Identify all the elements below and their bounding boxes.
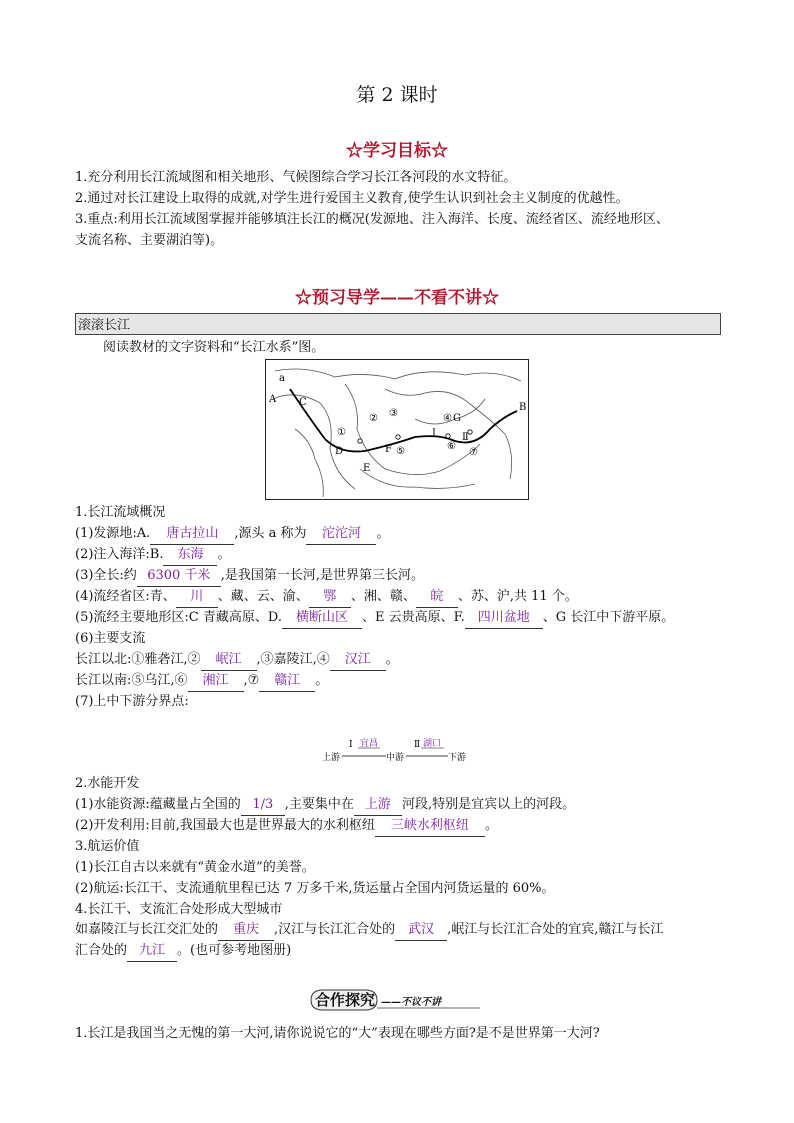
s4-line-1: 如嘉陵江与长江交汇处的 重庆 ,汉江与长江汇合处的 武汉 ,岷江与长江汇合处的宜宾,赣江与长江 xyxy=(75,920,663,941)
s3-heading: 3.航运价值 xyxy=(75,839,140,854)
s1-line-4: (4)流经省区:青、 川 、藏、云、渝、 鄂 、湘、赣、 皖 、苏、沪,共 11 个。 xyxy=(75,587,578,608)
map-label-B: B xyxy=(519,402,527,413)
goal-3-cont: 支流名称、主要湖泊等)。 xyxy=(75,233,224,248)
page-title: 第 2 课时 xyxy=(356,84,438,106)
blank-chongqing[interactable]: 重庆 xyxy=(218,920,274,941)
blank-tributary-7[interactable]: 赣江 xyxy=(259,671,315,692)
map-tributary-6: ⑥ xyxy=(447,441,456,452)
yangtze-map xyxy=(265,359,529,500)
band-label: 滚滚长江 xyxy=(78,318,131,333)
s1-line-2: (2)注入海洋:B. 东海 。 xyxy=(75,545,231,566)
goal-1: 1.充分利用长江流域图和相关地形、气候图综合学习长江各河段的水文特征。 xyxy=(75,170,517,185)
blank-province-1[interactable]: 川 xyxy=(176,587,218,608)
map-tributary-3: ③ xyxy=(389,408,398,419)
s3-line-1: (1)长江自古以来就有“黄金水道”的美誉。 xyxy=(75,860,315,875)
blank-landform-F[interactable]: 四川盆地 xyxy=(465,608,543,629)
map-tributary-1: ① xyxy=(337,427,346,438)
map-label-A: A xyxy=(269,394,277,405)
s4-line-2: 汇合处的 九江 。(也可参考地图册) xyxy=(75,941,291,962)
blank-tributary-6[interactable]: 湘江 xyxy=(188,671,244,692)
diagram-lower: 下游 xyxy=(448,753,467,763)
s3-line-2: (2)航运:长江干、支流通航里程已达 7 万多千米,货运量占全国内河货运量的 60%。 xyxy=(75,881,555,896)
map-tributary-5: ⑤ xyxy=(396,446,405,457)
blank-wuhan[interactable]: 武汉 xyxy=(395,920,447,941)
blank-source[interactable]: 唐古拉山 xyxy=(150,524,234,545)
s2-heading: 2.水能开发 xyxy=(75,776,140,791)
blank-ocean[interactable]: 东海 xyxy=(163,545,217,566)
goal-2: 2.通过对长江建设上取得的成就,对学生进行爱国主义教育,使学生认识到社会主义制度的优越性。 xyxy=(75,191,629,206)
blank-hydro-reach[interactable]: 上游 xyxy=(354,795,402,816)
diagram-hukou[interactable]: 湖口 xyxy=(423,739,442,749)
diagram-middle: 中游 xyxy=(386,753,405,763)
blank-province-2[interactable]: 鄂 xyxy=(309,587,351,608)
map-boundary-2: Ⅱ xyxy=(462,432,469,443)
read-instruction: 阅读教材的文字资料和“长江水系”图。 xyxy=(103,340,325,355)
coop-title: 合作探究 xyxy=(315,991,376,1009)
section-band xyxy=(75,313,721,335)
blank-province-3[interactable]: 皖 xyxy=(416,587,458,608)
blank-length[interactable]: 6300 千米 xyxy=(137,566,221,587)
question-1: 1.长江是我国当之无愧的第一大河,请你说说它的“大”表现在哪些方面?是不是世界第一大河? xyxy=(75,1026,600,1041)
blank-jiujiang[interactable]: 九江 xyxy=(127,941,177,962)
diagram-upper: 上游 xyxy=(322,753,341,763)
blank-tributary-2[interactable]: 岷江 xyxy=(201,650,257,671)
map-label-G: G xyxy=(453,413,461,424)
map-label-D: D xyxy=(335,446,344,457)
map-tributary-4: ④ xyxy=(443,413,452,424)
s1-line-6: (6)主要支流 xyxy=(75,631,146,646)
coop-header xyxy=(305,988,485,1012)
map-tributary-2: ② xyxy=(369,413,378,424)
map-label-C: C xyxy=(299,397,307,408)
diagram-roman-1: Ⅰ xyxy=(349,740,353,750)
map-tributary-7: ⑦ xyxy=(469,447,478,458)
s1-heading: 1.长江流域概况 xyxy=(75,505,166,520)
goals-header: ☆学习目标☆ xyxy=(346,141,448,161)
s1-line-9: (7)上中下游分界点: xyxy=(75,694,189,709)
diagram-roman-2: Ⅱ xyxy=(414,740,421,750)
s1-line-5: (5)流经主要地形区:C 青藏高原、D. 横断山区 、E 云贵高原、F. 四川盆地 、G 长江中下游平原。 xyxy=(75,608,674,629)
blank-tributary-4[interactable]: 汉江 xyxy=(330,650,386,671)
map-label-F: F xyxy=(385,444,392,455)
goal-3: 3.重点:利用长江流域图掌握并能够填注长江的概况(发源地、注入海洋、长度、流经省区、流经地形区、 xyxy=(75,212,669,227)
s1-line-3: (3)全长:约 6300 千米 ,是我国第一长河,是世界第三长河。 xyxy=(75,566,424,587)
s4-heading: 4.长江干、支流汇合处形成大型城市 xyxy=(75,902,283,917)
map-boundary-1: Ⅰ xyxy=(432,428,436,439)
blank-headwater[interactable]: 沱沱河 xyxy=(306,524,376,545)
blank-three-gorges[interactable]: 三峡水利枢纽 xyxy=(375,816,485,837)
s1-line-1: (1)发源地:A. 唐古拉山 ,源头 a 称为 沱沱河 。 xyxy=(75,524,390,545)
map-label-a: a xyxy=(279,373,285,384)
s2-line-2: (2)开发利用:目前,我国最大也是世界最大的水利枢纽 三峡水利枢纽 。 xyxy=(75,816,498,837)
s1-line-8: 长江以南:⑤乌江,⑥ 湘江 ,⑦ 赣江 。 xyxy=(75,671,328,692)
map-label-E: E xyxy=(363,463,371,474)
preview-header: ☆预习导学——不看不讲☆ xyxy=(295,288,499,308)
diagram-yichang[interactable]: 宜昌 xyxy=(360,739,379,749)
blank-landform-D[interactable]: 横断山区 xyxy=(282,608,362,629)
blank-hydro-share[interactable]: 1/3 xyxy=(241,795,285,816)
boundary-diagram xyxy=(320,735,470,765)
s2-line-1: (1)水能资源:蕴藏量占全国的 1/3 ,主要集中在 上游 河段,特别是宜宾以上的河段。 xyxy=(75,795,575,816)
s1-line-7: 长江以北:①雅砻江,② 岷江 ,③嘉陵江,④ 汉江 。 xyxy=(75,650,399,671)
coop-subtitle: ——不议不讲 xyxy=(381,997,441,1008)
